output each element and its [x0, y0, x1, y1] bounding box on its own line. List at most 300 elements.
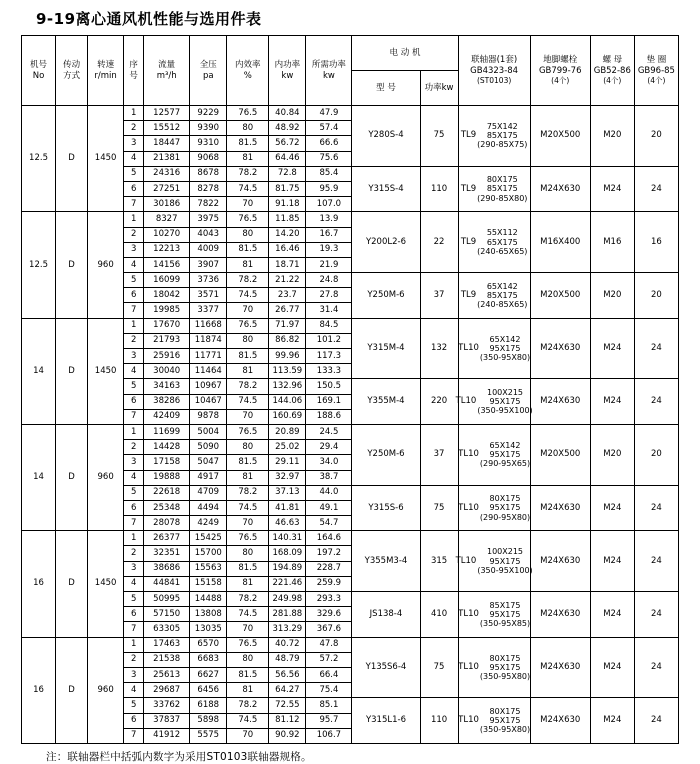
cell-no: 3	[124, 667, 144, 682]
cell-pressure: 15563	[190, 561, 227, 576]
cell-nut: M24	[590, 531, 634, 592]
cell-size: 16	[22, 637, 56, 743]
cell-no: 6	[124, 500, 144, 515]
cell-washer: 24	[634, 637, 678, 698]
cell-inner-power: 16.46	[269, 242, 306, 257]
cell-pressure: 4917	[190, 470, 227, 485]
cell-flow: 12577	[144, 106, 190, 121]
cell-pressure: 4709	[190, 485, 227, 500]
cell-pressure: 15700	[190, 546, 227, 561]
cell-inner-power: 64.27	[269, 683, 306, 698]
cell-shaft-power: 66.6	[306, 136, 352, 151]
cell-speed: 1450	[88, 318, 124, 424]
cell-efficiency: 70	[227, 409, 269, 424]
cell-efficiency: 81.5	[227, 561, 269, 576]
col-header-anchor-bolt: 地脚螺栓 GB799-76 (4个)	[530, 36, 590, 106]
cell-efficiency: 80	[227, 333, 269, 348]
cell-pressure: 6188	[190, 698, 227, 713]
cell-nut: M24	[590, 698, 634, 744]
cell-inner-power: 313.29	[269, 622, 306, 637]
cell-shaft-power: 16.7	[306, 227, 352, 242]
cell-flow: 28078	[144, 516, 190, 531]
cell-flow: 27251	[144, 181, 190, 196]
cell-speed: 960	[88, 424, 124, 530]
cell-drive-mode: D	[56, 318, 88, 424]
cell-shaft-power: 29.4	[306, 440, 352, 455]
table-row	[22, 212, 679, 227]
cell-pressure: 9068	[190, 151, 227, 166]
cell-efficiency: 74.5	[227, 181, 269, 196]
cell-no: 7	[124, 728, 144, 743]
cell-speed: 960	[88, 637, 124, 743]
cell-shaft-power: 27.8	[306, 288, 352, 303]
cell-size: 14	[22, 424, 56, 530]
cell-motor-power: 315	[420, 531, 458, 592]
cell-efficiency: 78.2	[227, 698, 269, 713]
cell-shaft-power: 75.6	[306, 151, 352, 166]
cell-speed: 1450	[88, 106, 124, 212]
col-header-motor: 电 动 机	[352, 36, 458, 71]
cell-pressure: 6627	[190, 667, 227, 682]
col-header-motor-model: 型 号	[352, 71, 420, 106]
cell-flow: 21381	[144, 151, 190, 166]
cell-no: 2	[124, 227, 144, 242]
cell-inner-power: 46.63	[269, 516, 306, 531]
cell-flow: 19888	[144, 470, 190, 485]
cell-shaft-power: 24.5	[306, 424, 352, 439]
cell-pressure: 5004	[190, 424, 227, 439]
cell-motor-model: Y200L2-6	[352, 212, 420, 273]
cell-flow: 38286	[144, 394, 190, 409]
cell-efficiency: 70	[227, 303, 269, 318]
cell-shaft-power: 19.3	[306, 242, 352, 257]
cell-size: 12.5	[22, 106, 56, 212]
cell-drive-mode: D	[56, 531, 88, 637]
cell-inner-power: 18.71	[269, 257, 306, 272]
col-header-motor-kw: 功率kw	[420, 71, 458, 106]
cell-shaft-power: 38.7	[306, 470, 352, 485]
cell-efficiency: 74.5	[227, 500, 269, 515]
cell-no: 6	[124, 394, 144, 409]
cell-motor-power: 75	[420, 485, 458, 531]
cell-inner-power: 48.92	[269, 121, 306, 136]
page-title: 9-19离心通风机性能与选用件表	[36, 10, 262, 28]
cell-no: 2	[124, 440, 144, 455]
cell-flow: 8327	[144, 212, 190, 227]
cell-efficiency: 76.5	[227, 531, 269, 546]
cell-shaft-power: 95.7	[306, 713, 352, 728]
cell-shaft-power: 54.7	[306, 516, 352, 531]
cell-no: 2	[124, 652, 144, 667]
cell-no: 6	[124, 181, 144, 196]
cell-washer: 24	[634, 379, 678, 425]
cell-no: 2	[124, 546, 144, 561]
cell-efficiency: 80	[227, 546, 269, 561]
cell-shaft-power: 329.6	[306, 607, 352, 622]
cell-no: 6	[124, 288, 144, 303]
cell-anchor-bolt: M24X630	[530, 531, 590, 592]
cell-inner-power: 194.89	[269, 561, 306, 576]
cell-flow: 33762	[144, 698, 190, 713]
cell-inner-power: 281.88	[269, 607, 306, 622]
cell-no: 2	[124, 121, 144, 136]
cell-coupler: TL10 80X175 95X175 (350-95X80)	[458, 698, 530, 744]
cell-no: 4	[124, 364, 144, 379]
cell-inner-power: 72.55	[269, 698, 306, 713]
cell-efficiency: 76.5	[227, 106, 269, 121]
col-header-no: 序 号	[124, 36, 144, 106]
cell-pressure: 5575	[190, 728, 227, 743]
cell-inner-power: 37.13	[269, 485, 306, 500]
cell-washer: 16	[634, 212, 678, 273]
cell-nut: M24	[590, 592, 634, 638]
cell-no: 5	[124, 485, 144, 500]
cell-pressure: 3736	[190, 273, 227, 288]
cell-nut: M24	[590, 166, 634, 212]
cell-efficiency: 78.2	[227, 485, 269, 500]
cell-nut: M20	[590, 106, 634, 167]
cell-motor-model: Y135S6-4	[352, 637, 420, 698]
cell-pressure: 3377	[190, 303, 227, 318]
cell-pressure: 9390	[190, 121, 227, 136]
cell-pressure: 8278	[190, 181, 227, 196]
cell-no: 1	[124, 637, 144, 652]
cell-shaft-power: 66.4	[306, 667, 352, 682]
cell-shaft-power: 367.6	[306, 622, 352, 637]
cell-efficiency: 81.5	[227, 455, 269, 470]
table-row	[22, 637, 679, 652]
cell-efficiency: 81	[227, 576, 269, 591]
cell-efficiency: 70	[227, 728, 269, 743]
cell-shaft-power: 84.5	[306, 318, 352, 333]
cell-flow: 21538	[144, 652, 190, 667]
cell-nut: M24	[590, 485, 634, 531]
cell-flow: 37837	[144, 713, 190, 728]
cell-shaft-power: 21.9	[306, 257, 352, 272]
cell-pressure: 15158	[190, 576, 227, 591]
cell-pressure: 4494	[190, 500, 227, 515]
cell-pressure: 4249	[190, 516, 227, 531]
cell-efficiency: 74.5	[227, 713, 269, 728]
cell-no: 7	[124, 516, 144, 531]
cell-no: 3	[124, 561, 144, 576]
cell-pressure: 5047	[190, 455, 227, 470]
cell-flow: 29687	[144, 683, 190, 698]
cell-flow: 18042	[144, 288, 190, 303]
cell-washer: 20	[634, 424, 678, 485]
cell-washer: 24	[634, 318, 678, 379]
cell-flow: 18447	[144, 136, 190, 151]
cell-no: 4	[124, 257, 144, 272]
cell-pressure: 3975	[190, 212, 227, 227]
cell-no: 1	[124, 424, 144, 439]
cell-motor-power: 75	[420, 106, 458, 167]
cell-coupler: TL10 100X215 95X175 (350-95X100)	[458, 531, 530, 592]
col-header-drive-mode: 传动 方式	[56, 36, 88, 106]
cell-shaft-power: 197.2	[306, 546, 352, 561]
table-body	[22, 106, 679, 744]
cell-motor-power: 410	[420, 592, 458, 638]
cell-flow: 16099	[144, 273, 190, 288]
cell-shaft-power: 85.4	[306, 166, 352, 181]
cell-inner-power: 72.8	[269, 166, 306, 181]
cell-efficiency: 76.5	[227, 637, 269, 652]
cell-no: 5	[124, 698, 144, 713]
cell-pressure: 3907	[190, 257, 227, 272]
cell-efficiency: 74.5	[227, 288, 269, 303]
cell-coupler: TL9 65X142 85X175 (240-85X65)	[458, 273, 530, 319]
cell-anchor-bolt: M16X400	[530, 212, 590, 273]
cell-pressure: 6570	[190, 637, 227, 652]
cell-efficiency: 78.2	[227, 166, 269, 181]
cell-washer: 20	[634, 106, 678, 167]
cell-no: 3	[124, 136, 144, 151]
cell-shaft-power: 169.1	[306, 394, 352, 409]
cell-inner-power: 20.89	[269, 424, 306, 439]
cell-efficiency: 74.5	[227, 394, 269, 409]
cell-anchor-bolt: M24X630	[530, 698, 590, 744]
cell-washer: 24	[634, 485, 678, 531]
cell-pressure: 9229	[190, 106, 227, 121]
cell-no: 5	[124, 379, 144, 394]
cell-efficiency: 70	[227, 622, 269, 637]
cell-pressure: 13808	[190, 607, 227, 622]
cell-flow: 34163	[144, 379, 190, 394]
col-header-size: 机号 No	[22, 36, 56, 106]
cell-shaft-power: 34.0	[306, 455, 352, 470]
cell-shaft-power: 150.5	[306, 379, 352, 394]
cell-no: 7	[124, 303, 144, 318]
cell-no: 7	[124, 197, 144, 212]
performance-table	[21, 35, 679, 744]
cell-efficiency: 81.5	[227, 667, 269, 682]
cell-efficiency: 76.5	[227, 318, 269, 333]
cell-inner-power: 91.18	[269, 197, 306, 212]
cell-flow: 63305	[144, 622, 190, 637]
cell-flow: 32351	[144, 546, 190, 561]
cell-flow: 14156	[144, 257, 190, 272]
cell-motor-power: 110	[420, 166, 458, 212]
cell-motor-model: Y315M-4	[352, 318, 420, 379]
cell-speed: 1450	[88, 531, 124, 637]
cell-pressure: 9310	[190, 136, 227, 151]
cell-size: 12.5	[22, 212, 56, 318]
cell-flow: 42409	[144, 409, 190, 424]
cell-washer: 24	[634, 698, 678, 744]
cell-size: 16	[22, 531, 56, 637]
cell-no: 3	[124, 349, 144, 364]
header-row-1	[22, 36, 679, 71]
cell-shaft-power: 75.4	[306, 683, 352, 698]
cell-shaft-power: 133.3	[306, 364, 352, 379]
cell-shaft-power: 117.3	[306, 349, 352, 364]
cell-coupler: TL9 80X175 85X175 (290-85X80)	[458, 166, 530, 212]
cell-efficiency: 81	[227, 683, 269, 698]
cell-anchor-bolt: M20X500	[530, 424, 590, 485]
col-header-speed: 转速 r/min	[88, 36, 124, 106]
cell-efficiency: 78.2	[227, 592, 269, 607]
cell-motor-model: JS138-4	[352, 592, 420, 638]
cell-inner-power: 21.22	[269, 273, 306, 288]
cell-efficiency: 81.5	[227, 136, 269, 151]
cell-inner-power: 90.92	[269, 728, 306, 743]
cell-inner-power: 64.46	[269, 151, 306, 166]
cell-coupler: TL9 75X142 85X175 (290-85X75)	[458, 106, 530, 167]
cell-shaft-power: 57.4	[306, 121, 352, 136]
cell-pressure: 8678	[190, 166, 227, 181]
cell-pressure: 5898	[190, 713, 227, 728]
cell-efficiency: 70	[227, 516, 269, 531]
cell-no: 6	[124, 713, 144, 728]
cell-anchor-bolt: M20X500	[530, 106, 590, 167]
cell-nut: M24	[590, 379, 634, 425]
cell-motor-model: Y315S-4	[352, 166, 420, 212]
cell-inner-power: 23.7	[269, 288, 306, 303]
cell-shaft-power: 57.2	[306, 652, 352, 667]
cell-coupler: TL10 80X175 95X175 (350-95X80)	[458, 637, 530, 698]
cell-flow: 25613	[144, 667, 190, 682]
cell-washer: 24	[634, 166, 678, 212]
cell-efficiency: 81	[227, 151, 269, 166]
cell-flow: 17463	[144, 637, 190, 652]
cell-inner-power: 48.79	[269, 652, 306, 667]
cell-washer: 24	[634, 531, 678, 592]
cell-efficiency: 81	[227, 364, 269, 379]
table-row	[22, 106, 679, 121]
cell-shaft-power: 106.7	[306, 728, 352, 743]
cell-pressure: 14488	[190, 592, 227, 607]
cell-efficiency: 78.2	[227, 379, 269, 394]
cell-flow: 50995	[144, 592, 190, 607]
cell-no: 5	[124, 592, 144, 607]
cell-anchor-bolt: M24X630	[530, 166, 590, 212]
cell-inner-power: 81.12	[269, 713, 306, 728]
cell-inner-power: 168.09	[269, 546, 306, 561]
cell-efficiency: 70	[227, 197, 269, 212]
cell-inner-power: 86.82	[269, 333, 306, 348]
cell-no: 7	[124, 622, 144, 637]
cell-efficiency: 80	[227, 440, 269, 455]
table-header	[22, 36, 679, 106]
table-row	[22, 424, 679, 439]
cell-motor-model: Y315S-6	[352, 485, 420, 531]
cell-no: 1	[124, 318, 144, 333]
cell-inner-power: 26.77	[269, 303, 306, 318]
cell-shaft-power: 13.9	[306, 212, 352, 227]
cell-anchor-bolt: M24X630	[530, 318, 590, 379]
cell-no: 4	[124, 683, 144, 698]
cell-shaft-power: 164.6	[306, 531, 352, 546]
cell-shaft-power: 85.1	[306, 698, 352, 713]
col-header-coupler: 联轴器(1套) GB4323-84 (ST0103)	[458, 36, 530, 106]
col-header-pressure: 全压 pa	[190, 36, 227, 106]
cell-no: 5	[124, 273, 144, 288]
cell-flow: 25348	[144, 500, 190, 515]
cell-motor-model: Y355M3-4	[352, 531, 420, 592]
cell-motor-power: 22	[420, 212, 458, 273]
cell-anchor-bolt: M20X500	[530, 273, 590, 319]
cell-coupler: TL10 65X142 95X175 (290-95X65)	[458, 424, 530, 485]
cell-motor-power: 110	[420, 698, 458, 744]
cell-pressure: 6683	[190, 652, 227, 667]
cell-flow: 21793	[144, 333, 190, 348]
cell-flow: 24316	[144, 166, 190, 181]
cell-nut: M20	[590, 273, 634, 319]
cell-inner-power: 160.69	[269, 409, 306, 424]
cell-efficiency: 80	[227, 227, 269, 242]
cell-no: 2	[124, 333, 144, 348]
cell-inner-power: 99.96	[269, 349, 306, 364]
cell-flow: 11699	[144, 424, 190, 439]
cell-shaft-power: 95.9	[306, 181, 352, 196]
cell-pressure: 3571	[190, 288, 227, 303]
cell-speed: 960	[88, 212, 124, 318]
cell-pressure: 10967	[190, 379, 227, 394]
cell-motor-model: Y280S-4	[352, 106, 420, 167]
cell-inner-power: 32.97	[269, 470, 306, 485]
col-header-nut: 螺 母 GB52-86 (4个)	[590, 36, 634, 106]
cell-inner-power: 113.59	[269, 364, 306, 379]
cell-flow: 30186	[144, 197, 190, 212]
col-header-efficiency: 内效率 %	[227, 36, 269, 106]
cell-motor-power: 220	[420, 379, 458, 425]
cell-no: 6	[124, 607, 144, 622]
cell-efficiency: 76.5	[227, 424, 269, 439]
cell-coupler: TL10 85X175 95X175 (350-95X85)	[458, 592, 530, 638]
cell-efficiency: 80	[227, 121, 269, 136]
cell-shaft-power: 24.8	[306, 273, 352, 288]
cell-shaft-power: 47.8	[306, 637, 352, 652]
cell-pressure: 4009	[190, 242, 227, 257]
cell-pressure: 15425	[190, 531, 227, 546]
cell-motor-power: 37	[420, 424, 458, 485]
cell-motor-power: 37	[420, 273, 458, 319]
cell-no: 4	[124, 470, 144, 485]
cell-no: 1	[124, 531, 144, 546]
table-row	[22, 318, 679, 333]
cell-shaft-power: 228.7	[306, 561, 352, 576]
cell-flow: 22618	[144, 485, 190, 500]
cell-flow: 26377	[144, 531, 190, 546]
cell-efficiency: 81.5	[227, 349, 269, 364]
cell-shaft-power: 188.6	[306, 409, 352, 424]
cell-anchor-bolt: M24X630	[530, 592, 590, 638]
cell-shaft-power: 44.0	[306, 485, 352, 500]
cell-size: 14	[22, 318, 56, 424]
cell-motor-model: Y250M-6	[352, 424, 420, 485]
cell-no: 1	[124, 212, 144, 227]
cell-drive-mode: D	[56, 106, 88, 212]
cell-nut: M24	[590, 637, 634, 698]
cell-inner-power: 41.81	[269, 500, 306, 515]
cell-inner-power: 221.46	[269, 576, 306, 591]
cell-inner-power: 56.72	[269, 136, 306, 151]
table-row	[22, 531, 679, 546]
cell-shaft-power: 259.9	[306, 576, 352, 591]
cell-coupler: TL9 55X112 65X175 (240-65X65)	[458, 212, 530, 273]
cell-efficiency: 80	[227, 652, 269, 667]
cell-no: 4	[124, 151, 144, 166]
cell-shaft-power: 293.3	[306, 592, 352, 607]
cell-pressure: 11464	[190, 364, 227, 379]
cell-anchor-bolt: M24X630	[530, 637, 590, 698]
cell-pressure: 13035	[190, 622, 227, 637]
cell-shaft-power: 101.2	[306, 333, 352, 348]
cell-motor-power: 132	[420, 318, 458, 379]
cell-flow: 38686	[144, 561, 190, 576]
cell-flow: 44841	[144, 576, 190, 591]
cell-coupler: TL10 65X142 95X175 (350-95X80)	[458, 318, 530, 379]
